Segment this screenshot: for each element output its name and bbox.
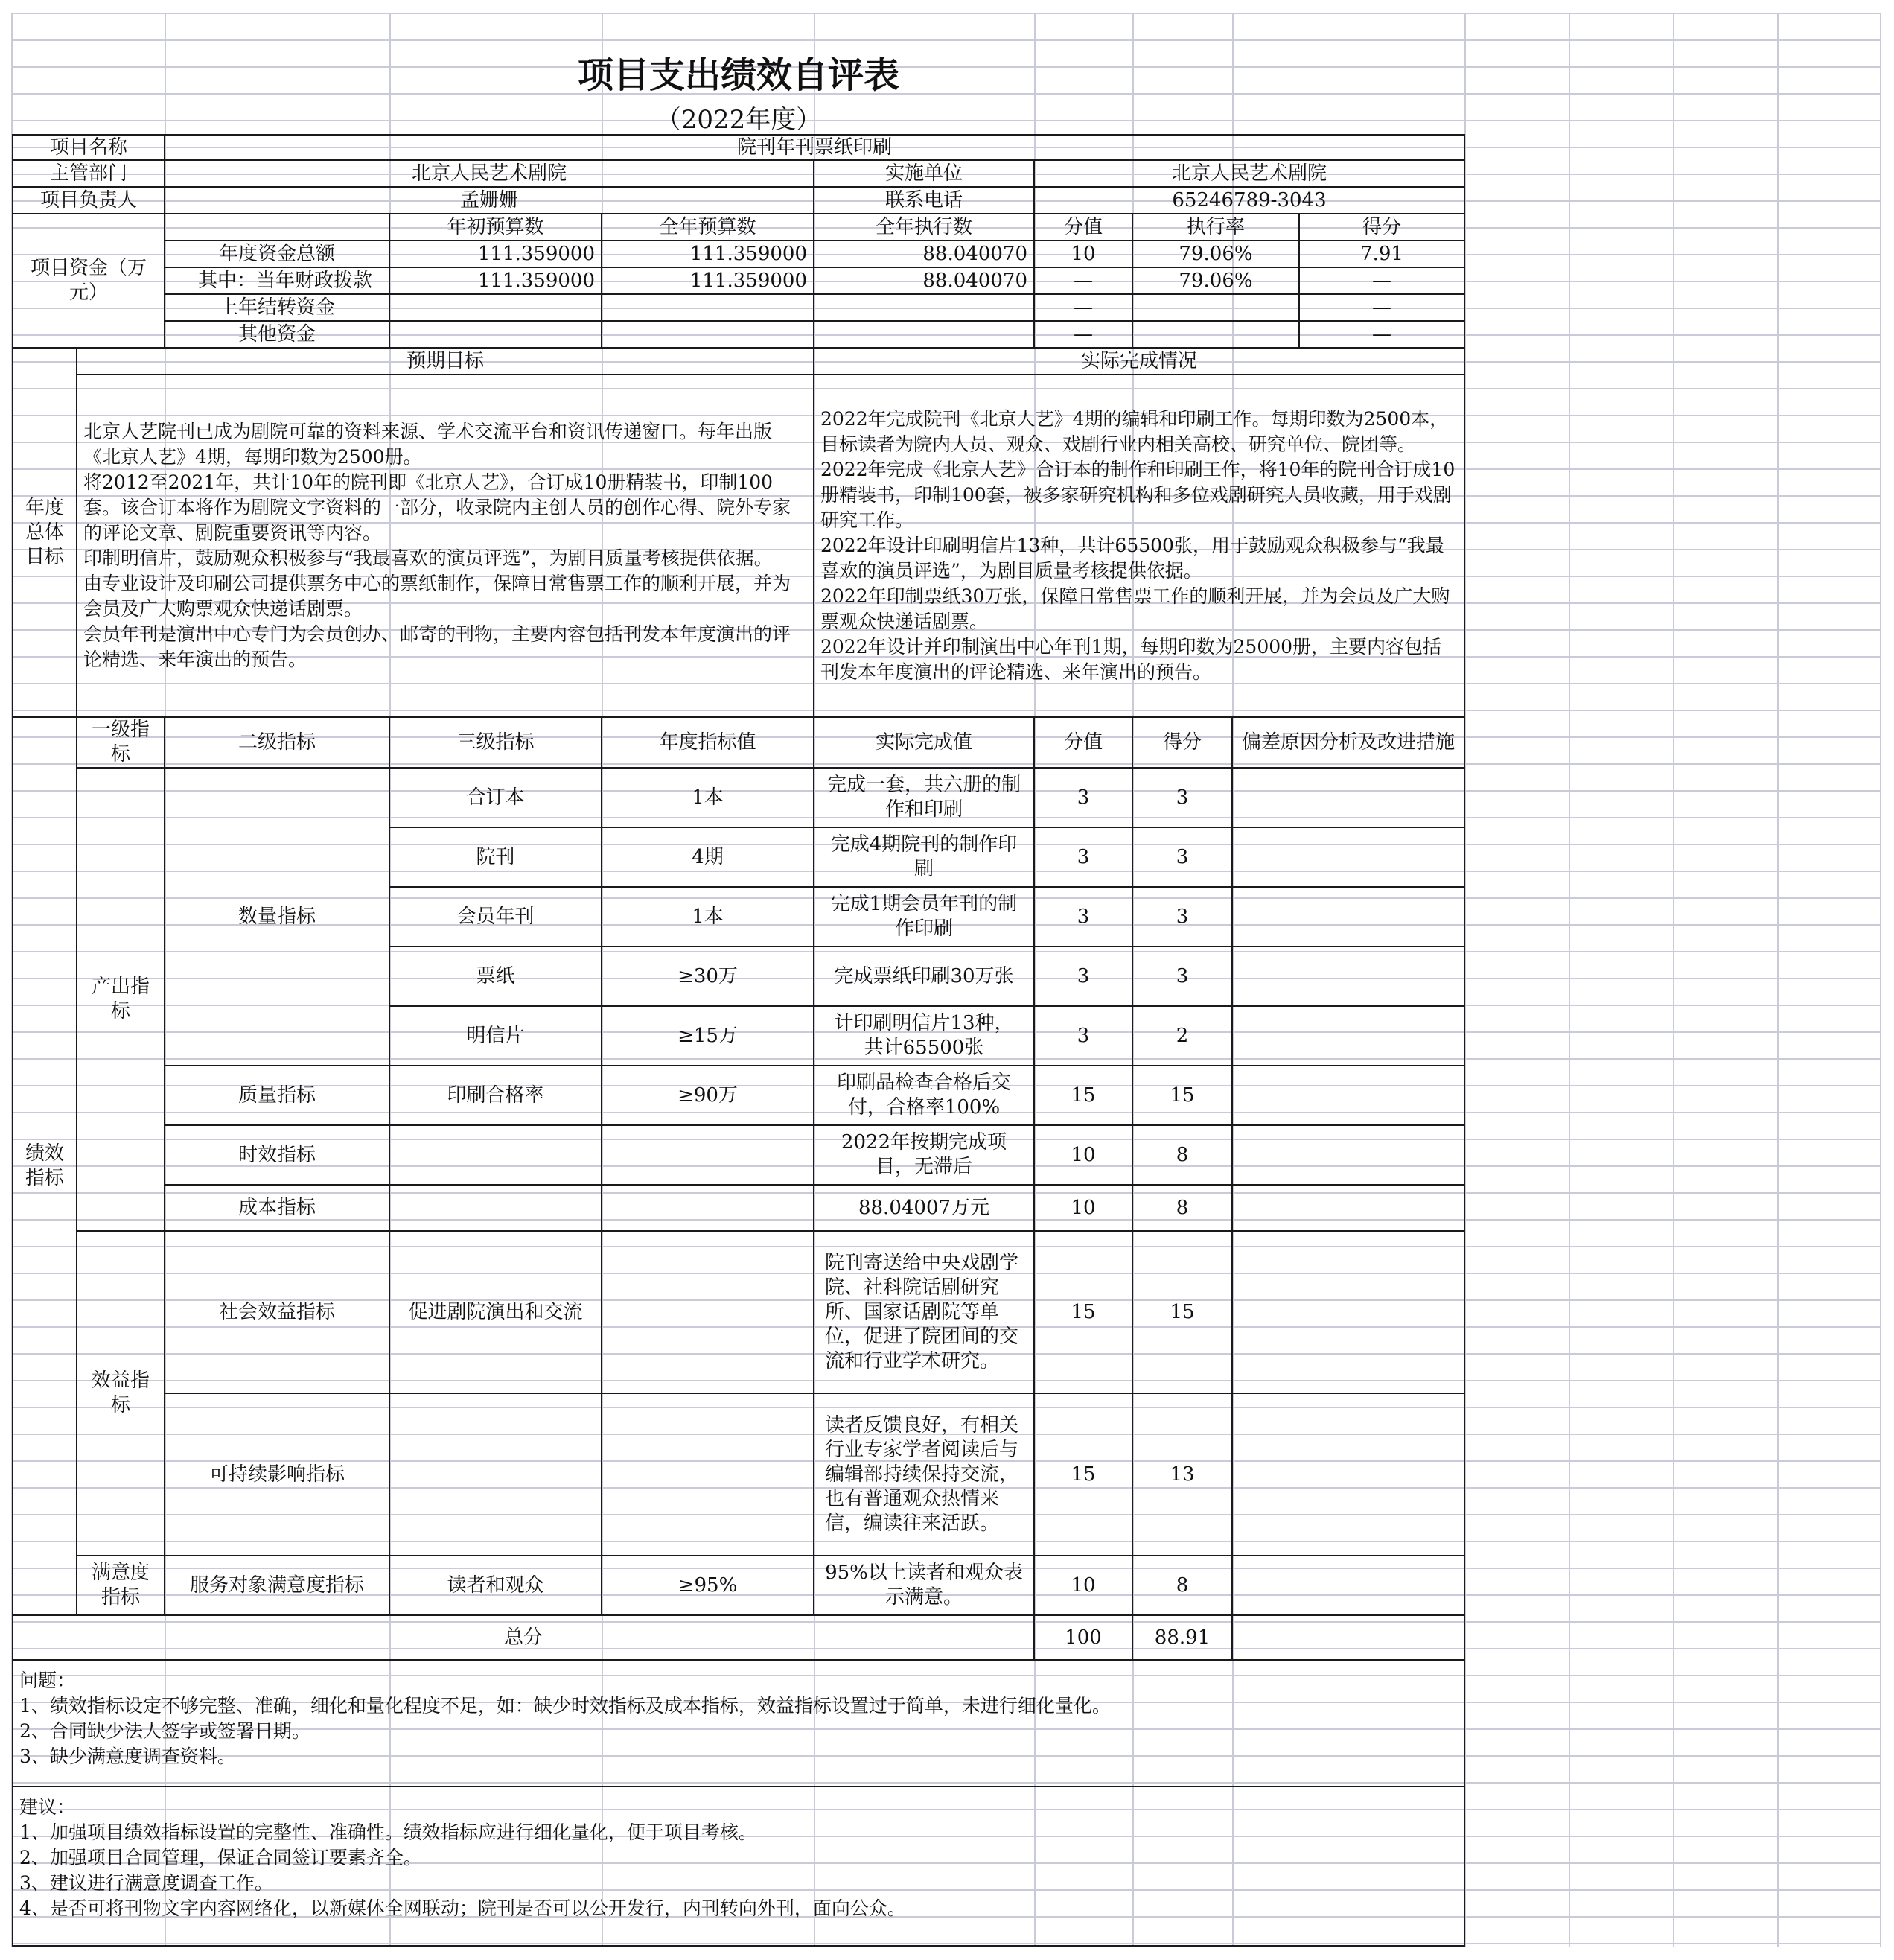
impl-label: 实施单位 <box>814 161 1035 188</box>
perf-cell-note <box>1233 769 1465 828</box>
funds-header-annual: 全年预算数 <box>602 214 814 241</box>
page-subtitle: （2022年度） <box>655 104 822 135</box>
perf-cell-actual: 完成1期会员年刊的制作印刷 <box>814 888 1035 947</box>
perf-cell-l3: 合订本 <box>390 769 602 828</box>
perf-cell-value: 3 <box>1035 828 1133 888</box>
perf-header-l2: 二级指标 <box>165 718 390 769</box>
funds-header-blank <box>165 214 390 241</box>
level1-benefit: 效益指标 <box>77 1232 165 1556</box>
funds-header-value: 分值 <box>1035 214 1133 241</box>
perf-cell-value: 15 <box>1035 1394 1133 1556</box>
perf-cell-l3: 促进剧院演出和交流 <box>390 1232 602 1394</box>
perf-header-actual: 实际完成值 <box>814 718 1035 769</box>
goals-expected-header: 预期目标 <box>77 349 814 375</box>
perf-cell-value: 10 <box>1035 1556 1133 1616</box>
level2-quality: 质量指标 <box>165 1066 390 1126</box>
perf-cell-score: 8 <box>1133 1186 1233 1232</box>
level1-output: 产出指标 <box>77 769 165 1232</box>
perf-cell-value: 3 <box>1035 1007 1133 1066</box>
level2-social: 社会效益指标 <box>165 1232 390 1394</box>
perf-cell-score: 13 <box>1133 1394 1233 1556</box>
funds-header-executed: 全年执行数 <box>814 214 1035 241</box>
level2-cost: 成本指标 <box>165 1186 390 1232</box>
funds-header-score: 得分 <box>1300 214 1465 241</box>
total-label: 总分 <box>12 1616 1035 1661</box>
fund-cell-name: 其他资金 <box>165 322 390 349</box>
perf-cell-l3: 院刊 <box>390 828 602 888</box>
funds-header-initial: 年初预算数 <box>390 214 602 241</box>
perf-cell-score: 2 <box>1133 1007 1233 1066</box>
perf-cell-target: ≥30万 <box>602 947 814 1007</box>
perf-cell-actual: 印刷品检查合格后交付，合格率100% <box>814 1066 1035 1126</box>
fund-cell-rate <box>1133 322 1300 349</box>
fund-cell-executed: 88.040070 <box>814 268 1035 295</box>
fund-cell-name: 年度资金总额 <box>165 241 390 268</box>
fund-cell-score_value: — <box>1035 268 1133 295</box>
perf-header-value: 分值 <box>1035 718 1133 769</box>
perf-cell-note <box>1233 1066 1465 1126</box>
perf-cell-l3: 票纸 <box>390 947 602 1007</box>
perf-cell-actual: 计印刷明信片13种，共计65500张 <box>814 1007 1035 1066</box>
perf-cell-score: 8 <box>1133 1126 1233 1186</box>
leader-value: 孟姗姗 <box>165 188 814 214</box>
perf-cell-target: ≥15万 <box>602 1007 814 1066</box>
fund-cell-executed <box>814 295 1035 322</box>
perf-cell-actual: 完成票纸印刷30万张 <box>814 947 1035 1007</box>
goals-expected-text: 北京人艺院刊已成为剧院可靠的资料来源、学术交流平台和资讯传递窗口。每年出版《北京人艺》4期，每期印数为2500册。 将2012至2021年，共计10年的院刊即《北京人艺》，合订成10册精装书，印制100套。该合订本将作为剧院文字资料的一部分，收录院内主创人员的创作心得、院外专家的评论文章、剧院重要资讯等内容。 印制明信片，鼓励观众积极参与“我最喜欢的演员评选”，为剧目质量考核提供依据。 由专业设计及印刷公司提供票务中心的票纸制作，保障日常售票工作的顺利开展，并为会员及广大购票观众快递话剧票。 会员年刊是演出中心专门为会员创办、邮寄的刊物，主要内容包括刊发本年度演出的评论精选、来年演出的预告。 <box>77 375 814 718</box>
perf-cell-l3: 会员年刊 <box>390 888 602 947</box>
perf-cell-value: 10 <box>1035 1186 1133 1232</box>
goals-actual-text: 2022年完成院刊《北京人艺》4期的编辑和印刷工作。每期印数为2500本，目标读者为院内人员、观众、戏剧行业内相关高校、研究单位、院团等。 2022年完成《北京人艺》合订本的制作和印刷工作，将10年的院刊合订成10册精装书，印制100套，被多家研究机构和多位戏剧研究人员收藏，用于戏剧研究工作。 2022年设计印刷明信片13种，共计65500张，用于鼓励观众积极参与“我最喜欢的演员评选”，为剧目质量考核提供依据。 2022年印制票纸30万张，保障日常售票工作的顺利开展，并为会员及广大购票观众快递话剧票。 2022年设计并印制演出中心年刊1期，每期印数为25000册，主要内容包括刊发本年度演出的评论精选、来年演出的预告。 <box>814 375 1465 718</box>
perf-cell-value: 15 <box>1035 1066 1133 1126</box>
fund-cell-annual: 111.359000 <box>602 241 814 268</box>
fund-cell-initial: 111.359000 <box>390 268 602 295</box>
perf-cell-note <box>1233 828 1465 888</box>
perf-cell-l3: 明信片 <box>390 1007 602 1066</box>
project-name-label: 项目名称 <box>12 134 165 161</box>
perf-cell-actual: 88.04007万元 <box>814 1186 1035 1232</box>
perf-cell-target <box>602 1186 814 1232</box>
perf-cell-actual: 院刊寄送给中央戏剧学院、社科院话剧研究所、国家话剧院等单位，促进了院团间的交流和行业学术研究。 <box>814 1232 1035 1394</box>
total-note <box>1233 1616 1465 1661</box>
fund-cell-rate: 79.06% <box>1133 268 1300 295</box>
perf-header-note: 偏差原因分析及改进措施 <box>1233 718 1465 769</box>
perf-cell-note <box>1233 947 1465 1007</box>
fund-cell-score: 7.91 <box>1300 241 1465 268</box>
perf-cell-actual: 完成4期院刊的制作印刷 <box>814 828 1035 888</box>
fund-cell-score_value: — <box>1035 322 1133 349</box>
funds-label: 项目资金（万元） <box>12 214 165 349</box>
perf-cell-l3 <box>390 1394 602 1556</box>
perf-header-l1: 一级指标 <box>77 718 165 769</box>
perf-cell-l3: 读者和观众 <box>390 1556 602 1616</box>
perf-cell-target: ≥90万 <box>602 1066 814 1126</box>
perf-cell-target: ≥95% <box>602 1556 814 1616</box>
total-score: 88.91 <box>1133 1616 1233 1661</box>
perf-cell-score: 3 <box>1133 769 1233 828</box>
perf-cell-score: 3 <box>1133 888 1233 947</box>
performance-table <box>12 13 1465 1947</box>
issues-text: 问题： 1、绩效指标设定不够完整、准确，细化和量化程度不足，如：缺少时效指标及成本指标，效益指标设置过于简单，未进行细化量化。 2、合同缺少法人签字或签署日期。 3、缺少满意度调查资料。 <box>12 1661 1465 1787</box>
perf-cell-score: 3 <box>1133 947 1233 1007</box>
fund-cell-score_value: — <box>1035 295 1133 322</box>
perf-cell-target: 1本 <box>602 888 814 947</box>
fund-cell-score: — <box>1300 268 1465 295</box>
fund-cell-score: — <box>1300 295 1465 322</box>
fund-cell-name: 上年结转资金 <box>165 295 390 322</box>
impl-value: 北京人民艺术剧院 <box>1035 161 1465 188</box>
perf-cell-target <box>602 1232 814 1394</box>
perf-header-target: 年度指标值 <box>602 718 814 769</box>
perf-cell-note <box>1233 1186 1465 1232</box>
perf-cell-value: 15 <box>1035 1232 1133 1394</box>
fund-cell-score_value: 10 <box>1035 241 1133 268</box>
perf-cell-actual: 2022年按期完成项目，无滞后 <box>814 1126 1035 1186</box>
fund-cell-initial <box>390 322 602 349</box>
phone-value: 65246789-3043 <box>1035 188 1465 214</box>
perf-cell-value: 3 <box>1035 947 1133 1007</box>
level2-service: 服务对象满意度指标 <box>165 1556 390 1616</box>
level2-quantity: 数量指标 <box>165 769 390 1066</box>
total-value: 100 <box>1035 1616 1133 1661</box>
funds-header-rate: 执行率 <box>1133 214 1300 241</box>
perf-cell-actual: 95%以上读者和观众表示满意。 <box>814 1556 1035 1616</box>
fund-cell-executed <box>814 322 1035 349</box>
perf-cell-score: 3 <box>1133 828 1233 888</box>
goals-label: 年度总体目标 <box>12 349 77 718</box>
perf-cell-note <box>1233 888 1465 947</box>
perf-cell-score: 15 <box>1133 1232 1233 1394</box>
perf-cell-score: 15 <box>1133 1066 1233 1126</box>
perf-cell-actual: 读者反馈良好，有相关行业专家学者阅读后与编辑部持续保持交流，也有普通观众热情来信，编读往来活跃。 <box>814 1394 1035 1556</box>
perf-header-l3: 三级指标 <box>390 718 602 769</box>
dept-label: 主管部门 <box>12 161 165 188</box>
perf-cell-note <box>1233 1394 1465 1556</box>
perf-cell-value: 3 <box>1035 888 1133 947</box>
fund-cell-initial: 111.359000 <box>390 241 602 268</box>
level2-timeliness: 时效指标 <box>165 1126 390 1186</box>
leader-label: 项目负责人 <box>12 188 165 214</box>
perf-header-score: 得分 <box>1133 718 1233 769</box>
level1-satisfaction: 满意度指标 <box>77 1556 165 1616</box>
perf-label: 绩效指标 <box>12 718 77 1616</box>
perf-cell-note <box>1233 1007 1465 1066</box>
level2-sustain: 可持续影响指标 <box>165 1394 390 1556</box>
fund-cell-executed: 88.040070 <box>814 241 1035 268</box>
dept-value: 北京人民艺术剧院 <box>165 161 814 188</box>
fund-cell-rate <box>1133 295 1300 322</box>
perf-cell-l3: 印刷合格率 <box>390 1066 602 1126</box>
perf-cell-l3 <box>390 1126 602 1186</box>
perf-cell-value: 3 <box>1035 769 1133 828</box>
perf-cell-note <box>1233 1556 1465 1616</box>
phone-label: 联系电话 <box>814 188 1035 214</box>
perf-cell-target <box>602 1126 814 1186</box>
goals-actual-header: 实际完成情况 <box>814 349 1465 375</box>
perf-cell-note <box>1233 1126 1465 1186</box>
perf-cell-target <box>602 1394 814 1556</box>
perf-cell-l3 <box>390 1186 602 1232</box>
project-name-value: 院刊年刊票纸印刷 <box>165 134 1465 161</box>
fund-cell-name: 其中：当年财政拨款 <box>165 268 390 295</box>
perf-cell-value: 10 <box>1035 1126 1133 1186</box>
perf-cell-actual: 完成一套，共六册的制作和印刷 <box>814 769 1035 828</box>
suggestions-text: 建议： 1、加强项目绩效指标设置的完整性、准确性。绩效指标应进行细化量化，便于项目考核。 2、加强项目合同管理，保证合同签订要素齐全。 3、建议进行满意度调查工作。 4、是否可将刊物文字内容网络化，以新媒体全网联动；院刊是否可以公开发行，内刊转向外刊，面向公众。 <box>12 1787 1465 1947</box>
perf-cell-score: 8 <box>1133 1556 1233 1616</box>
perf-cell-note <box>1233 1232 1465 1394</box>
fund-cell-annual <box>602 322 814 349</box>
fund-cell-score: — <box>1300 322 1465 349</box>
fund-cell-annual <box>602 295 814 322</box>
fund-cell-annual: 111.359000 <box>602 268 814 295</box>
page-title: 项目支出绩效自评表 <box>577 54 899 96</box>
perf-cell-target: 4期 <box>602 828 814 888</box>
fund-cell-initial <box>390 295 602 322</box>
perf-cell-target: 1本 <box>602 769 814 828</box>
fund-cell-rate: 79.06% <box>1133 241 1300 268</box>
